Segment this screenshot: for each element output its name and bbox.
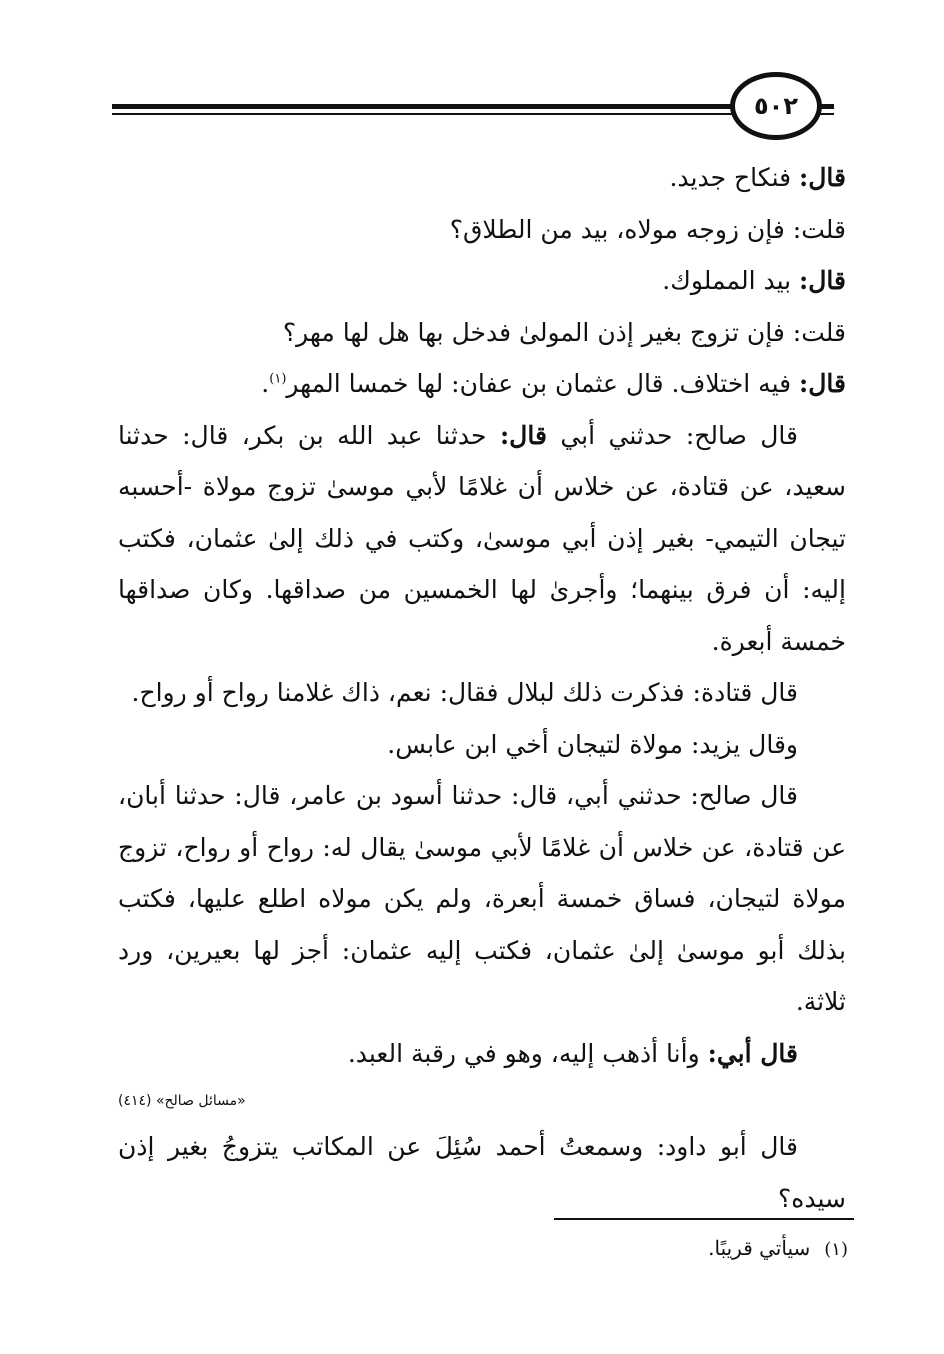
paragraph: [118, 410, 846, 668]
footnote: [148, 1232, 848, 1266]
dialogue-line: [118, 358, 846, 410]
footnote-number: (١): [824, 1239, 848, 1260]
line-text: قلت: فإن تزوج بغير إذن المولىٰ فدخل بها هل لها مهر؟: [282, 317, 846, 347]
footnote-text: سيأتي قريبًا.: [708, 1236, 811, 1260]
paragraph: وقال يزيد: مولاة لتيجان أخي ابن عابس.: [387, 729, 798, 759]
footnote-reference: (١): [269, 371, 287, 387]
paragraph: قال صالح: حدثني أبي، قال: حدثنا أسود بن عامر، قال: حدثنا أبان، عن قتادة، عن خلاس أن غلامًا لأبي موسىٰ يقال له: رواح أو رواح، تزوج مولاة لتيجان، فساق خمسة أبعرة، ولم يكن مولاه اطلع عليها، فكتب بذلك أبو موسىٰ إلىٰ عثمان، فكتب إليه عثمان: أجز لها بعيرين، ورد ثلاثة.: [118, 781, 846, 1016]
dialogue-line: [118, 307, 846, 359]
page-number: ٥٠٢: [730, 72, 822, 140]
speaker-label: قال أبي:: [707, 1038, 798, 1068]
footnote-rule: [554, 1218, 854, 1220]
line-text: قلت: فإن زوجه مولاه، بيد من الطلاق؟: [449, 214, 846, 244]
header-rule: [112, 104, 734, 116]
paragraph: قال أبو داود: وسمعتُ أحمد سُئِلَ عن المكاتب يتزوجُ بغير إذن سيده؟: [118, 1132, 846, 1213]
line-text: فنكاح جديد.: [669, 163, 800, 192]
paragraph-text: حدثنا عبد الله بن بكر، قال: حدثنا سعيد، عن قتادة، عن خلاس أن غلامًا لأبي موسىٰ تزوج مولاة -أحسبه تيجان التيمي- بغير إذن أبي موسىٰ، وكتب في ذلك إلىٰ عثمان، فكتب إليه: أن فرق بينهما؛ وأجرىٰ لها الخمسين من صداقها. وكان صداقها خمسة أبعرة.: [118, 420, 846, 656]
line-text: فيه اختلاف. قال عثمان بن عفان: لها خمسا المهر: [286, 369, 800, 398]
line-tail: .: [261, 369, 270, 398]
speaker-label: قال:: [799, 369, 846, 398]
line-text: بيد المملوك.: [662, 266, 800, 295]
dialogue-line: [118, 204, 846, 256]
source-citation: «مسائل صالح» (٤١٤): [118, 1093, 246, 1109]
speaker-label: قال:: [799, 163, 846, 192]
paragraph-text: قال صالح: حدثني أبي: [546, 420, 798, 450]
speaker-label: قال:: [799, 266, 846, 295]
speaker-label: قال:: [499, 420, 547, 450]
paragraph: [118, 1028, 846, 1080]
paragraph-text: وأنا أذهب إليه، وهو في رقبة العبد.: [347, 1038, 708, 1068]
dialogue-line: [118, 152, 846, 204]
dialogue-line: [118, 255, 846, 307]
paragraph: قال قتادة: فذكرت ذلك لبلال فقال: نعم، ذاك غلامنا رواح أو رواح.: [131, 678, 798, 707]
main-text: [118, 152, 846, 1224]
